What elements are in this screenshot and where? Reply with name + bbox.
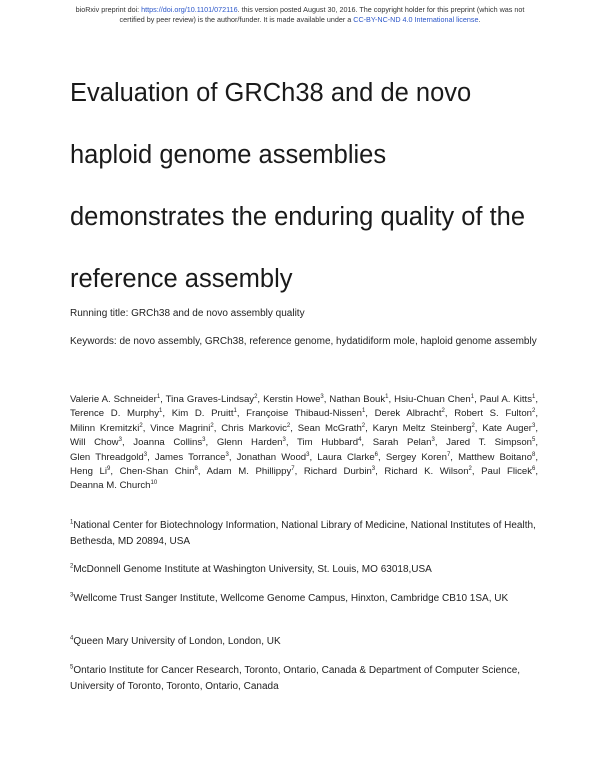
author-name: Paul Flicek$^6$, [481, 465, 539, 478]
author-affiliation-number: 2 [139, 422, 143, 429]
author-name-text: Jared T. Simpson [446, 437, 533, 449]
author-affiliation-number: 3 [371, 465, 376, 472]
author-affiliation-number: 4 [358, 437, 362, 444]
author-affiliation-number: 1 [532, 393, 536, 400]
author-name: Milinn Kremitzki$^2$, [70, 422, 146, 434]
author-name-text: Terence D. Murphy [70, 408, 160, 420]
author-name: James Torrance$^3$, [154, 451, 232, 463]
author-name: Robert S. Fulton$^2$, [454, 408, 539, 420]
author-name: Tim Hubbard$^4$, [297, 437, 365, 449]
author-affiliation-number: 10 [150, 480, 158, 487]
author-affiliation-number: 3 [202, 437, 206, 444]
author-name: Paul A. Kitts$^1$, [479, 393, 539, 405]
affiliation-1-number: 1 [70, 519, 74, 526]
affiliation-3 [70, 591, 540, 607]
author-name: Nathan Bouk$^1$, [329, 393, 392, 405]
affiliation-1-text: National Center for Biotechnology Information, National Library of Medicine, National Institutes of Health, Bethesda, MD 20894, USA [70, 520, 536, 547]
affiliation-5 [70, 663, 540, 694]
author-name-text: Derek Albracht [374, 408, 442, 420]
preprint-notice-line-2 [0, 15, 600, 25]
author-affiliation-number: 2 [471, 422, 475, 429]
author-name-text: Paul A. Kitts [479, 394, 533, 405]
author-name-text: Valerie A. Schneider [70, 394, 157, 405]
author-affiliation-number: 2 [441, 408, 445, 415]
author-name-text: Laura Clarke [317, 451, 375, 463]
author-affiliation-number: 7 [291, 465, 295, 472]
author-name: Heng Li$^9$, [70, 465, 114, 478]
author-affiliation-number: 2 [361, 422, 366, 429]
author-affiliation-number: 3 [143, 451, 148, 458]
author-affiliation-number: 1 [361, 408, 366, 415]
author-name-text: Kim D. Pruitt [171, 408, 234, 420]
author-affiliation-number: 3 [118, 437, 122, 444]
author-name: Françoise Thibaud-Nissen$^1$, [246, 408, 368, 420]
author-name-text: Kate Auger [482, 422, 532, 434]
author-name: Matthew Boitano$^8$, [458, 451, 539, 463]
author-affiliation-number: 3 [531, 422, 536, 429]
author-name-text: Françoise Thibaud-Nissen [246, 408, 362, 420]
author-name-text: Heng Li [70, 466, 107, 478]
author-name-text: James Torrance [154, 451, 226, 463]
author-affiliation-number: 2 [468, 465, 472, 472]
author-name: Richard Durbin$^3$, [303, 465, 378, 478]
affiliation-5-number: 5 [70, 664, 74, 671]
author-affiliation-number: 3 [431, 437, 435, 444]
author-name: Kate Auger$^3$, [482, 422, 538, 434]
author-affiliation-number: 1 [159, 408, 163, 415]
author-affiliation-number: 1 [233, 408, 237, 415]
affiliation-5-text: Ontario Institute for Cancer Research, Toronto, Ontario, Canada & Department of Computer Science, University of Toronto, Toronto, Ontario, Canada [70, 665, 521, 692]
affiliation-4 [70, 634, 540, 650]
author-name-text: Kerstin Howe [263, 394, 321, 405]
author-name-text: Glenn Harden [216, 437, 283, 449]
author-affiliation-number: 3 [282, 437, 286, 444]
author-affiliation-number: 2 [210, 422, 214, 429]
author-name: Valerie A. Schneider$^1$, [70, 393, 163, 405]
posting-info: . this version posted August 30, 2016. The copyright holder for this preprint (which was not [237, 5, 525, 14]
author-affiliation-number: 3 [306, 451, 310, 458]
author-affiliation-number: 2 [286, 422, 291, 429]
author-name: Tina Graves-Lindsay$^2$, [165, 393, 261, 405]
author-name-text: Adam M. Phillippy [206, 466, 292, 478]
author-name-text: Milinn Kremitzki [70, 422, 140, 434]
author-name-text: Vince Magrini [150, 422, 211, 434]
affiliation-1 [70, 518, 540, 549]
affiliation-2 [70, 562, 540, 578]
author-name-text: Hsiu-Chuan Chen [394, 394, 471, 405]
author-affiliation-number: 8 [532, 451, 536, 458]
author-affiliation-number: 1 [156, 393, 161, 400]
preprint-notice-line-1 [0, 5, 600, 15]
author-affiliation-number: 7 [446, 451, 451, 458]
author-name: Jared T. Simpson$^5$, [446, 437, 539, 449]
author-name-text: Joanna Collins [133, 437, 203, 449]
author-name-text: Tina Graves-Lindsay [165, 394, 255, 405]
author-name-text: Paul Flicek [481, 466, 533, 478]
author-name: Vince Magrini$^2$, [150, 422, 217, 434]
title-line-3: demonstrates the enduring quality of the [70, 203, 526, 231]
license-link[interactable]: CC-BY-NC-ND 4.0 International license [353, 14, 479, 24]
doi-link[interactable]: https://doi.org/10.1101/072116 [141, 5, 238, 14]
author-name: Joanna Collins$^3$, [133, 437, 209, 449]
author-name: Glen Threadgold$^3$, [70, 451, 150, 463]
license-prefix: certified by peer review) is the author/funder. It is made available under a [119, 14, 354, 24]
author-name: Jonathan Wood$^3$, [236, 451, 313, 463]
author-name: Richard K. Wilson$^2$, [384, 465, 475, 478]
author-name: Derek Albracht$^2$, [374, 408, 448, 420]
author-name-text: Chris Markovic [221, 422, 287, 434]
author-name: Glenn Harden$^3$, [216, 437, 289, 449]
author-name-text: Will Chow [70, 437, 119, 449]
author-affiliation-number: 6 [374, 451, 379, 458]
affiliation-4-text: Queen Mary University of London, London, UK [73, 636, 281, 647]
author-affiliation-number: 8 [194, 465, 198, 472]
affiliation-3-number: 3 [70, 592, 74, 599]
author-name: Laura Clarke$^6$, [317, 451, 381, 463]
title-line-2: haploid genome assemblies [70, 141, 387, 169]
keywords: Keywords: de novo assembly, GRCh38, reference genome, hydatidiform mole, haploid genome assembly [70, 336, 537, 347]
title-line-1: Evaluation of GRCh38 and de novo [70, 79, 472, 107]
affiliation-4-number: 4 [70, 635, 74, 642]
author-affiliation-number: 3 [320, 393, 324, 400]
paper-title [70, 62, 570, 310]
author-name: Sergey Koren$^7$, [385, 451, 453, 463]
author-name-text: Chen-Shan Chin [119, 466, 195, 478]
author-name-text: Richard K. Wilson [384, 466, 469, 478]
author-name-text: Nathan Bouk [329, 394, 386, 405]
preprint-notice [0, 5, 600, 24]
doi-prefix: bioRxiv preprint doi: [75, 5, 142, 14]
author-name: Adam M. Phillippy$^7$, [206, 465, 298, 478]
author-affiliation-number: 5 [532, 437, 536, 444]
author-affiliation-number: 2 [532, 408, 536, 415]
author-name [70, 480, 157, 491]
affiliation-3-text: Wellcome Trust Sanger Institute, Wellcome Genome Campus, Hinxton, Cambridge CB10 1SA, UK [73, 593, 509, 604]
title-line-4: reference assembly [70, 265, 293, 293]
author-name-text: Karyn Meltz Steinberg [372, 422, 472, 434]
license-suffix: . [478, 14, 481, 24]
author-name: Sarah Pelan$^3$, [372, 437, 438, 449]
author-name-text: Robert S. Fulton [454, 408, 533, 420]
author-affiliation-number: 1 [385, 393, 389, 400]
author-name-text: Jonathan Wood [236, 451, 307, 463]
author-name-text: Tim Hubbard [297, 437, 359, 449]
author-name: Chen-Shan Chin$^8$, [119, 465, 201, 478]
author-name-text: Sarah Pelan [372, 437, 432, 449]
author-name-text: Glen Threadgold [70, 451, 144, 463]
author-name: Karyn Meltz Steinberg$^2$, [372, 422, 478, 434]
author-name-text: Richard Durbin [303, 466, 372, 478]
author-affiliation-number: 6 [532, 465, 536, 472]
author-name-text: Sean McGrath [297, 422, 362, 434]
author-affiliation-number: 3 [225, 451, 229, 458]
author-name: Chris Markovic$^2$, [221, 422, 293, 434]
author-name-text: Deanna M. Church [70, 480, 151, 492]
running-title: Running title: GRCh38 and de novo assembly quality [70, 308, 305, 319]
author-name: Will Chow$^3$, [70, 437, 125, 449]
author-name-text: Sergey Koren [385, 451, 447, 463]
author-name: Terence D. Murphy$^1$, [70, 408, 166, 420]
author-name-text: Matthew Boitano [458, 451, 533, 463]
affiliation-2-number: 2 [70, 563, 74, 570]
author-name: Sean McGrath$^2$, [297, 422, 368, 434]
affiliation-2-text: McDonnell Genome Institute at Washington University, St. Louis, MO 63018,USA [73, 564, 432, 575]
author-name: Hsiu-Chuan Chen$^1$, [394, 393, 477, 405]
author-affiliation-number: 9 [107, 465, 111, 472]
author-list [70, 393, 538, 494]
author-name: Kerstin Howe$^3$, [263, 393, 327, 405]
author-name: Kim D. Pruitt$^1$, [171, 408, 240, 420]
author-affiliation-number: 2 [254, 393, 258, 400]
author-affiliation-number: 1 [470, 393, 475, 400]
